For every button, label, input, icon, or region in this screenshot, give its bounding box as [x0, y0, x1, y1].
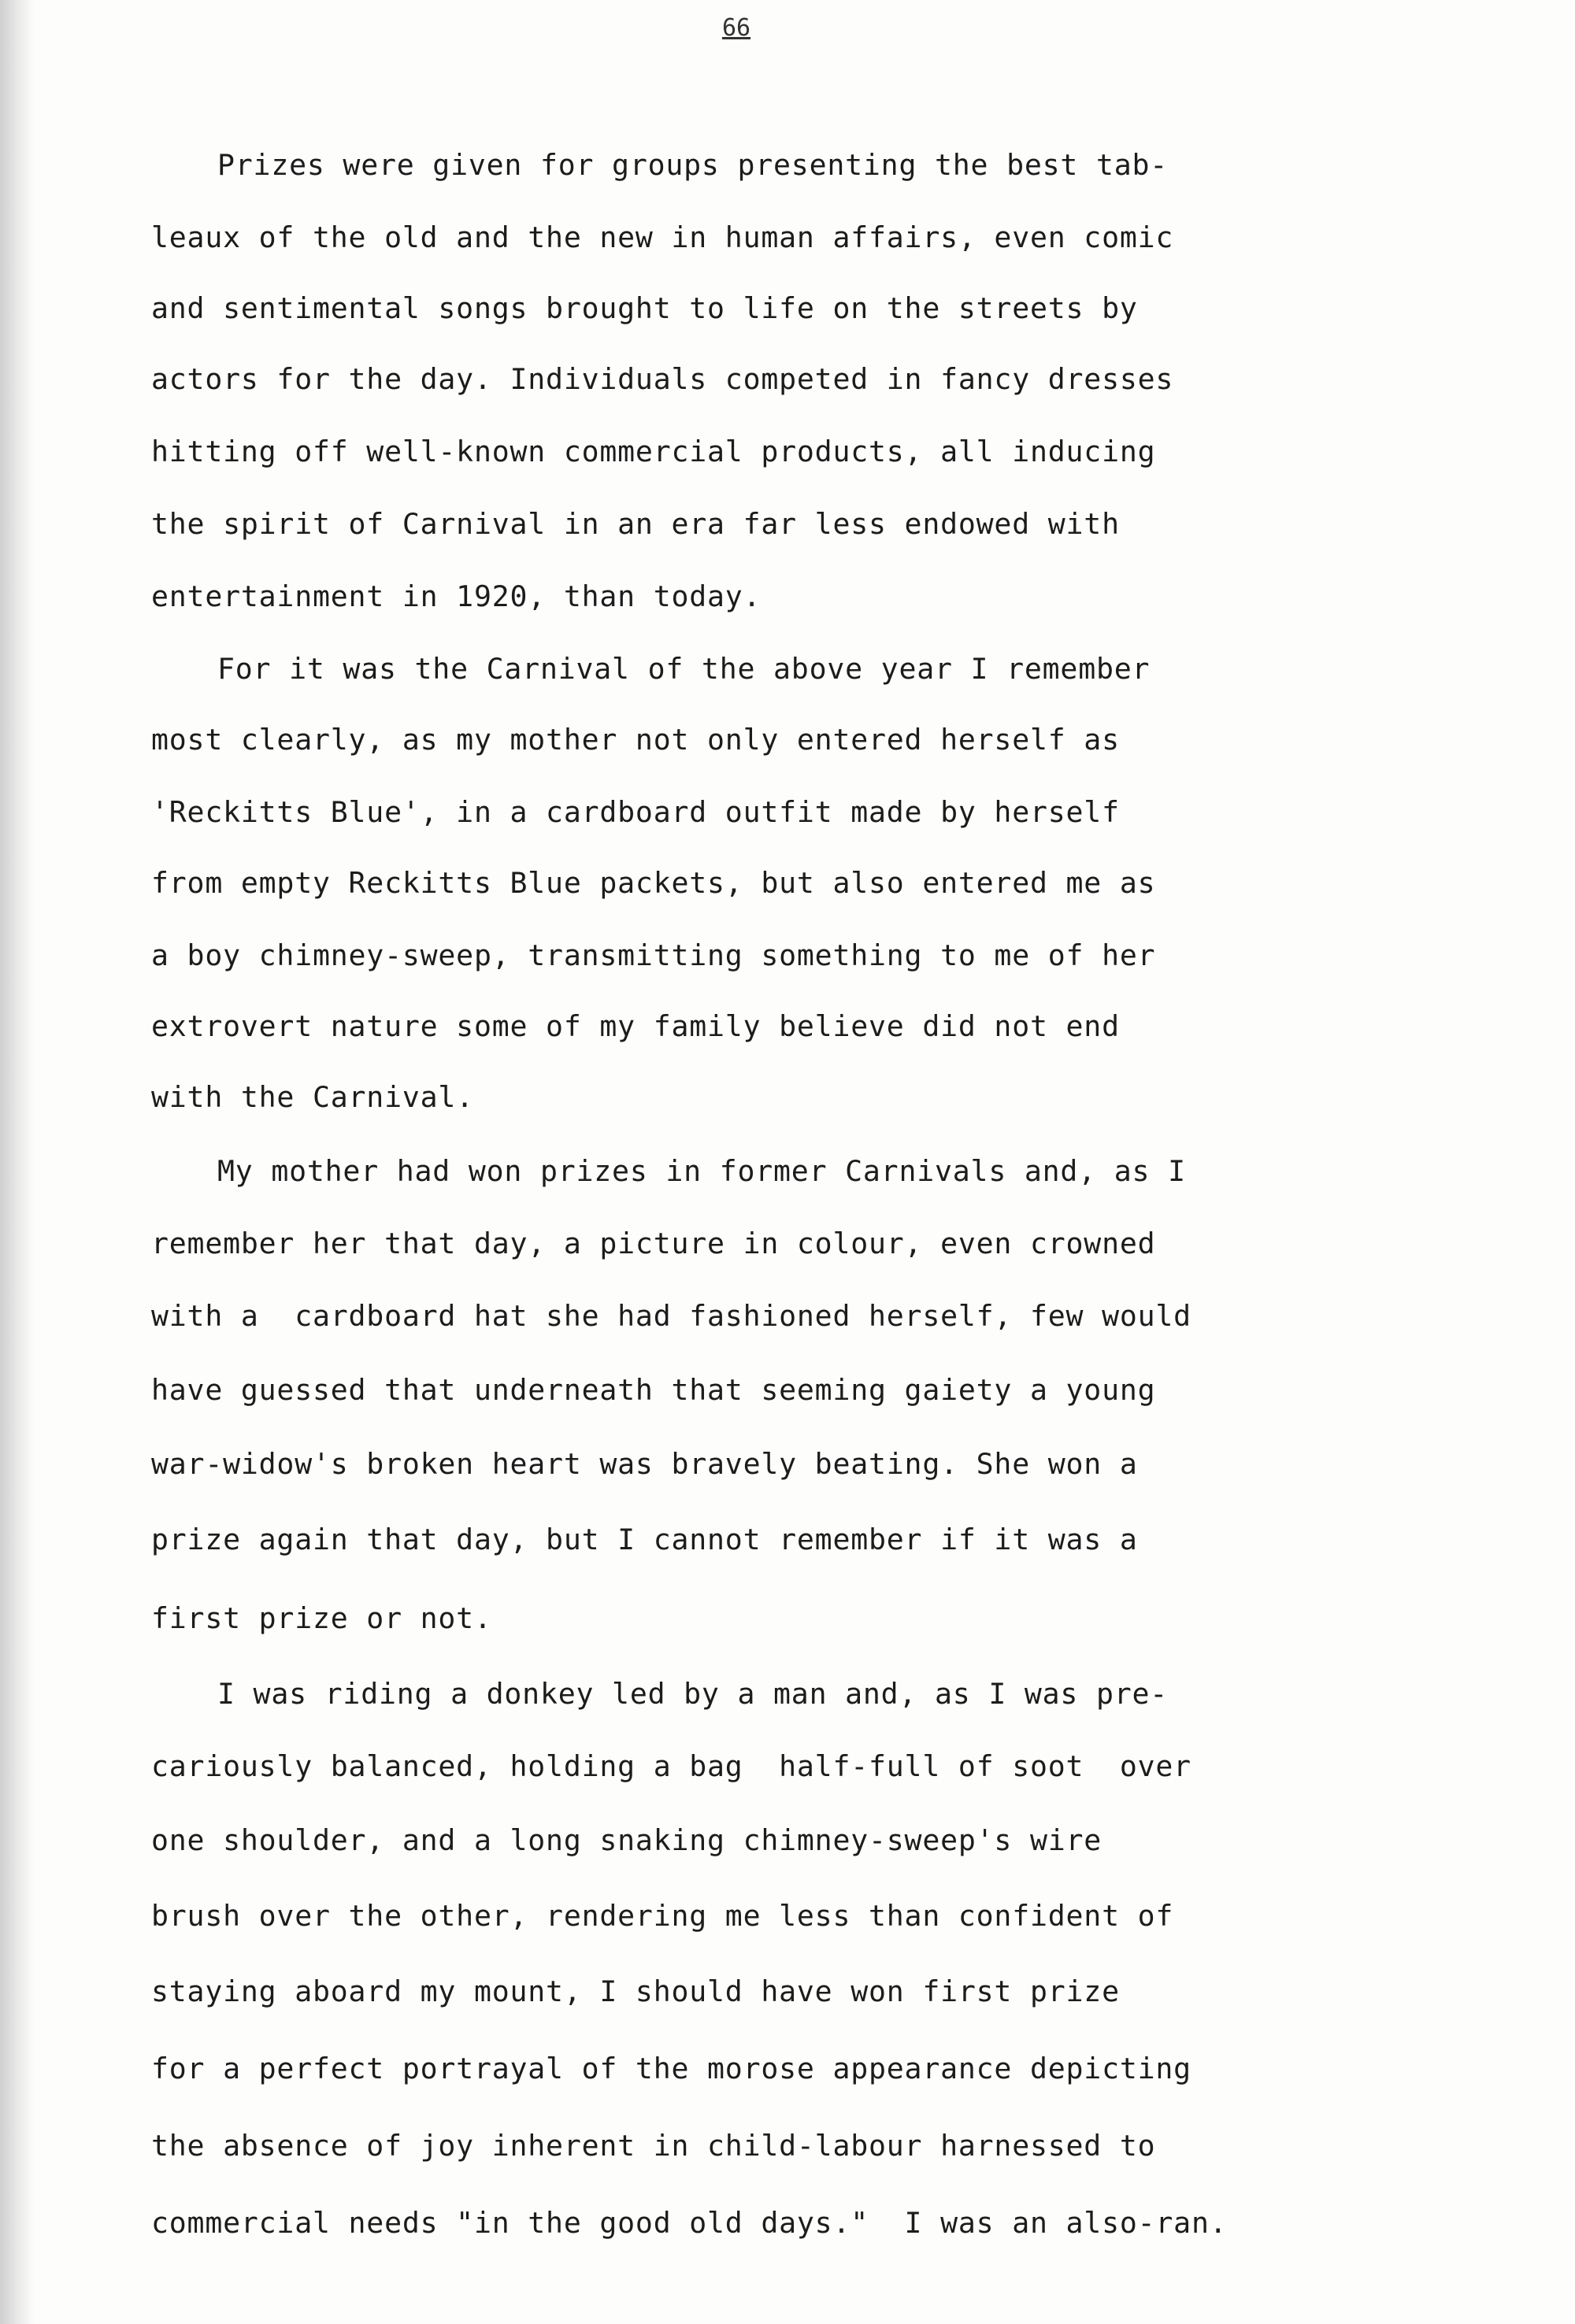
text-line: the spirit of Carnival in an era far less endowed with	[151, 507, 1120, 541]
page-edge-shadow	[0, 0, 35, 2324]
text-line: entertainment in 1920, than today.	[151, 579, 762, 613]
text-line: staying aboard my mount, I should have won first prize	[151, 1974, 1120, 2008]
text-line: for a perfect portrayal of the morose appearance depicting	[151, 2052, 1191, 2085]
text-line: extrovert nature some of my family believe did not end	[151, 1009, 1120, 1043]
page-number: 66	[721, 14, 751, 42]
text-line: one shoulder, and a long snaking chimney-sweep's wire	[151, 1823, 1102, 1857]
text-line: brush over the other, rendering me less than confident of	[151, 1899, 1174, 1933]
text-line: most clearly, as my mother not only entered herself as	[151, 723, 1120, 757]
text-line: commercial needs "in the good old days." I was an also-ran.	[151, 2206, 1228, 2240]
text-line: a boy chimney-sweep, transmitting something to me of her	[151, 938, 1156, 972]
text-line: and sentimental songs brought to life on the streets by	[151, 291, 1138, 325]
text-line: hitting off well-known commercial products, all inducing	[151, 435, 1156, 468]
text-line: first prize or not.	[151, 1601, 492, 1635]
text-line: prize again that day, but I cannot remember if it was a	[151, 1523, 1138, 1556]
text-line: For it was the Carnival of the above year I remember	[217, 652, 1151, 686]
text-line: have guessed that underneath that seeming gaiety a young	[151, 1373, 1156, 1407]
text-line: Prizes were given for groups presenting the best tab-	[217, 148, 1169, 182]
text-line: actors for the day. Individuals competed in fancy dresses	[151, 362, 1174, 396]
text-line: remember her that day, a picture in colour, even crowned	[151, 1227, 1156, 1260]
text-line: the absence of joy inherent in child-labour harnessed to	[151, 2129, 1156, 2163]
text-line: from empty Reckitts Blue packets, but also entered me as	[151, 866, 1156, 900]
text-line: war-widow's broken heart was bravely beating. She won a	[151, 1447, 1138, 1481]
text-line: My mother had won prizes in former Carnivals and, as I	[217, 1154, 1186, 1188]
text-line: cariously balanced, holding a bag half-full of soot over	[151, 1749, 1191, 1783]
text-line: I was riding a donkey led by a man and, as I was pre-	[217, 1677, 1169, 1711]
text-line: with a cardboard hat she had fashioned herself, few would	[151, 1299, 1191, 1333]
text-line: 'Reckitts Blue', in a cardboard outfit made by herself	[151, 795, 1120, 829]
text-line: with the Carnival.	[151, 1080, 474, 1114]
text-line: leaux of the old and the new in human affairs, even comic	[151, 220, 1174, 254]
